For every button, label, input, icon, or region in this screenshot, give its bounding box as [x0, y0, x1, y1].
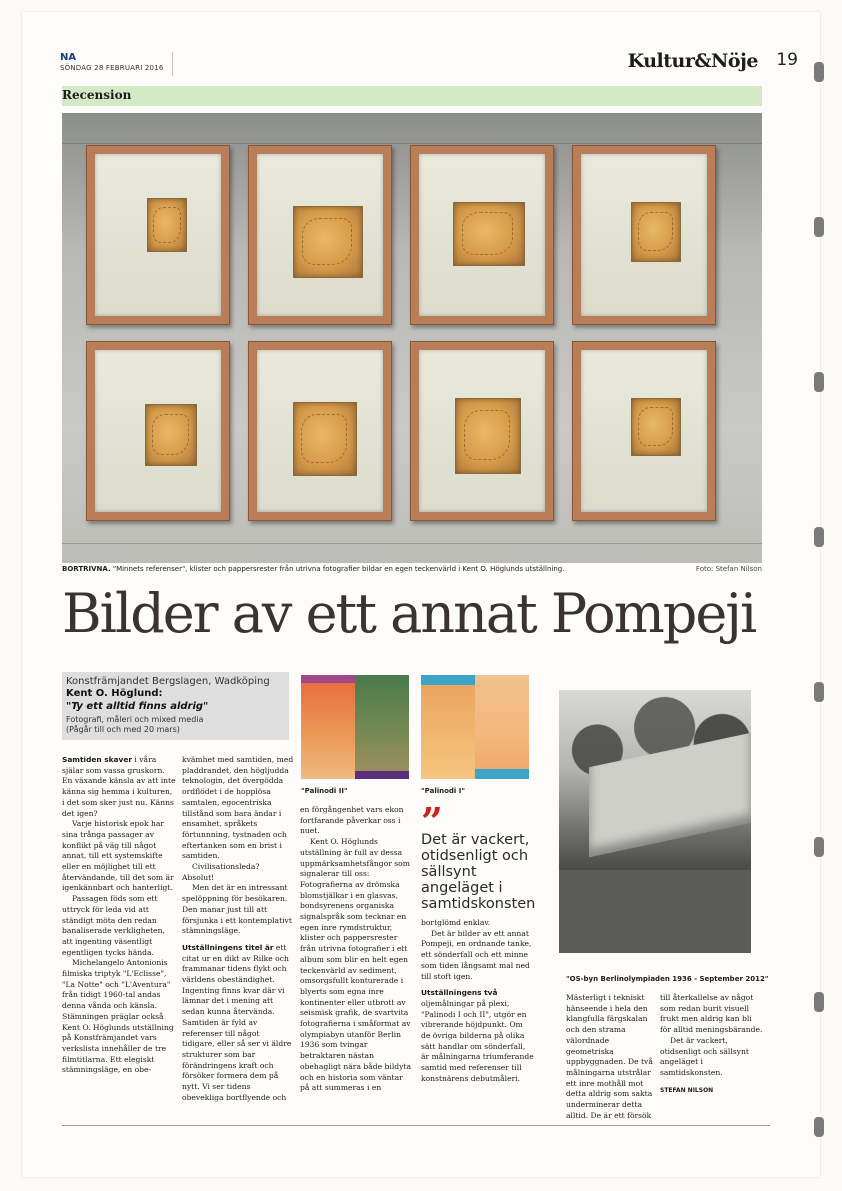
paragraph-text: bortglömd enklav.: [421, 918, 491, 927]
photo-credit: Foto: Stefan Nilson: [695, 565, 762, 573]
article-paragraph: [62, 958, 176, 1076]
painting-caption-i: "Palinodi I": [421, 787, 466, 795]
article-paragraph: [182, 943, 294, 1104]
punch-holes: [810, 52, 824, 1152]
painting-caption-ii: "Palinodi II": [301, 787, 348, 795]
article-column-4: [421, 918, 534, 1085]
paragraph-lead: Utställningens två: [421, 988, 498, 998]
footer-rule: [62, 1125, 770, 1126]
paragraph-text: en förgångenhet vars ekon fortfarande påverkar oss i nuet.: [300, 805, 404, 836]
picture-frame: [410, 145, 554, 325]
paragraph-text: Varje historisk epok har sina trånga passager av konflikt på väg till något annat, till ett systemskifte eller en möjlighet till ett återvändande, till det som är igenkännbart och hanterligt.: [62, 819, 174, 893]
paragraph-text: Det är bilder av ett annat Pompeji, en ordnande tanke, ett sönderfall och ett minne som tiden långsamt mal ned till stoft igen.: [421, 928, 532, 981]
paragraph-lead: Utställningens titel är: [182, 942, 274, 952]
byline: STEFAN NILSON: [660, 1086, 714, 1094]
review-bar: [62, 86, 762, 106]
painting-palinodi-i: [421, 675, 529, 779]
exhibition-photo: [62, 113, 762, 563]
article-paragraph: [421, 918, 534, 929]
article-column-6: [660, 993, 765, 1094]
collage-artwork: [455, 398, 521, 474]
exhibition-title: "Ty ett alltid finns aldrig": [66, 701, 209, 712]
medium: Fotografi, måleri och mixed media: [66, 715, 204, 724]
newspaper-logo: NA: [60, 52, 77, 63]
article-paragraph: [62, 819, 176, 894]
picture-frame: [86, 145, 230, 325]
artist-name: Kent O. Höglund:: [66, 688, 163, 699]
article-paragraph: [182, 755, 294, 862]
article-paragraph: [421, 929, 534, 983]
article-paragraph: [660, 993, 765, 1036]
paragraph-text: Det är vackert, otidsenligt och sällsynt angeläget i samtidskonsten.: [660, 1035, 749, 1077]
article-paragraph: [300, 805, 412, 837]
masthead-divider: [172, 52, 173, 76]
picture-frame: [572, 341, 716, 521]
article-paragraph: [182, 862, 294, 883]
exhibition-dates: (Pågår till och med 20 mars): [66, 725, 180, 734]
picture-frame: [572, 145, 716, 325]
organizer: Konstfrämjandet Bergslagen, Wadköping: [66, 676, 270, 687]
collage-artwork: [293, 206, 363, 278]
article-paragraph: [182, 883, 294, 937]
collage-artwork: [147, 198, 187, 252]
article-column-3: [300, 805, 412, 1094]
caption-lead: BORTRIVNA.: [62, 565, 111, 573]
headline: Bilder av ett annat Pompeji: [62, 582, 756, 645]
picture-frame: [248, 145, 392, 325]
section-name: Kultur&Nöje: [627, 50, 758, 72]
paragraph-text: kvämhet med samtiden, med pladdrandet, den högljudda teknologin, det övergödda ordflödet i de hopplösa samtalen, egocentriska tillstånd som bara ändar i ensamhet, språkets förtunnning, tystnaden och eftertanken som en brist i samtiden.: [182, 755, 294, 861]
caption-text: "Minnets referenser", klister och pappersrester från utrivna fotografier bildar en egen teckenvärld i Kent O. Höglunds utställning.: [110, 565, 565, 573]
masthead: [60, 50, 802, 80]
bw-photo-caption: "OS-byn Berlinolympiaden 1936 - September 2012": [566, 975, 769, 983]
review-label: Recension: [62, 88, 132, 102]
article-column-1: [62, 755, 176, 1076]
collage-artwork: [145, 404, 197, 466]
picture-frame: [410, 341, 554, 521]
photo-caption: [62, 565, 762, 577]
painting-palinodi-ii: [301, 675, 409, 779]
paragraph-text: Civilisationsleda? Absolut!: [182, 862, 260, 882]
collage-artwork: [631, 398, 681, 456]
bw-photo-olympic-village: [559, 690, 751, 953]
paragraph-text: Passagen föds som ett uttryck för leda vid att ständigt möta den redan banaliserade verkligheten, att ingenting väsentligt egentligen tycks hända.: [62, 894, 165, 957]
collage-artwork: [631, 202, 681, 262]
article-paragraph: [660, 1036, 765, 1079]
article-column-5: [566, 993, 654, 1121]
paragraph-text: Mästerligt i tekniskt hänseende i hela den klangfulla färgskalan och den strama välordnade geometriska uppbyggnaden. De två målningarna utstrålar ett inre mothåll mot detta aldrig som sakta underminerar detta alltid. De är ett försök: [566, 993, 653, 1120]
issue-date: SÖNDAG 28 FEBRUARI 2016: [60, 64, 164, 72]
collage-artwork: [453, 202, 525, 266]
paragraph-text: Michelangelo Antonionis filmiska triptyk "L'Eclisse", "La Notte" och "L'Aventura" från tidigt 1960-tal andas denna vånda och känsla. Stämningen präglar också Kent O. Höglunds utställning på Konstfrämjandet vars verkslista innehåller de tre filmtitlarna. Ett elegiskt stämningsläge, en obe-: [62, 958, 174, 1075]
article-paragraph: [62, 894, 176, 958]
picture-frame: [248, 341, 392, 521]
article-paragraph: [300, 837, 412, 1094]
article-paragraph: [62, 755, 176, 819]
paragraph-text: Kent O. Höglunds utställning är full av dessa uppmärksamhetsfångor som signalerar till oss: Fotografierna av drömska blomstjälkar i en glasvas, bondsyrenens organiska signalspråk som tecknar en egen inre rymdstruktur, klister och pappersrester från utrivna fotografier i ett album som blir en helt egen teckenvärld av sediment, omsorgsfullt konturerade i blyerts som egna inre kontinenter eller utbrott av seismisk grafik, de svartvita fotografierna i småformat av olympiabyn utanför Berlin 1936 som tvingar betraktaren nästan obehagligt nära både bildyta och en historia som väntar på att summeras i en: [300, 837, 411, 1093]
article-paragraph: [566, 993, 654, 1121]
paragraph-text: till återkallelse av något som redan burit visuell frukt men aldrig kan bli för alltid meningsbärande.: [660, 993, 763, 1035]
article-paragraph: [421, 988, 534, 1084]
paragraph-lead: Samtiden skaver: [62, 755, 132, 764]
paragraph-text: Men det är en intressant spelöppning för besökaren. Den manar just till att försjunka i ett kontemplativt stämningsläge.: [182, 883, 292, 936]
fact-box: [62, 672, 289, 740]
collage-artwork: [293, 402, 357, 476]
pull-quote: Det är vackert, otidsenligt och sällsynt angeläget i samtidskonsten: [421, 832, 536, 912]
paragraph-text: ett citat ur en dikt av Rilke och frammanar tidens flykt och världens obeständighet. Ingenting finns kvar där vi lämnar det i mening att sedan kunna återvända. Samtiden är fyld av referenser till något tidigare, eller så ser vi äldre strukturer som bar förändringens kraft och försöker formera dem på nytt. Vi ser tidens obevekliga bortflyende och: [182, 942, 292, 1102]
paragraph-text: i våra själar som vassa gruskorn. En växande känsla av att inte känna sig hemma i kulturen, i det som sker just nu. Känns det igen?: [62, 755, 176, 818]
picture-frame: [86, 341, 230, 521]
article-column-2: [182, 755, 294, 1104]
quote-mark: ”: [421, 799, 443, 844]
page-number: 19: [776, 50, 798, 70]
paragraph-text: oljemålningar på plexi, "Palinodi I och II", utgör en vibrerande höjdpunkt. Om de övriga bilderna på olika sätt handlar om sönderfall, är målningarna triumferande samtid med referenser till konstnärens debutmåleri.: [421, 998, 534, 1083]
